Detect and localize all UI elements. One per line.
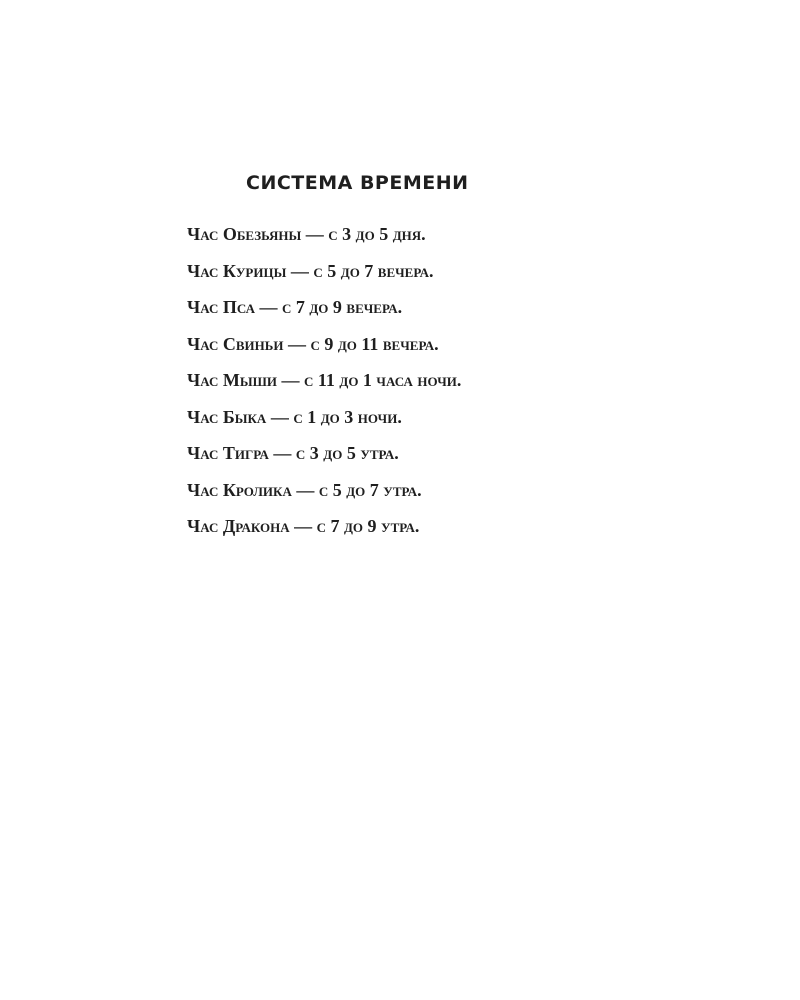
list-item: Час Обезьяны — с 3 до 5 дня. — [187, 224, 426, 244]
list-item: Час Кролика — с 5 до 7 утра. — [187, 479, 422, 500]
time-system-list — [187, 222, 461, 551]
list-item: Час Курицы — с 5 до 7 вечера. — [187, 260, 434, 281]
page-title: СИСТЕМА ВРЕМЕНИ — [246, 172, 469, 194]
list-item: Час Мыши — с 11 до 1 часа ночи. — [187, 370, 462, 390]
list-item: Час Дракона — с 7 до 9 утра. — [187, 516, 420, 536]
list-item: Час Свиньи — с 9 до 11 вечера. — [187, 333, 439, 354]
list-item: Час Тигра — с 3 до 5 утра. — [187, 443, 399, 463]
list-item: Час Быка — с 1 до 3 ночи. — [187, 406, 402, 427]
list-item: Час Пса — с 7 до 9 вечера. — [187, 297, 403, 317]
